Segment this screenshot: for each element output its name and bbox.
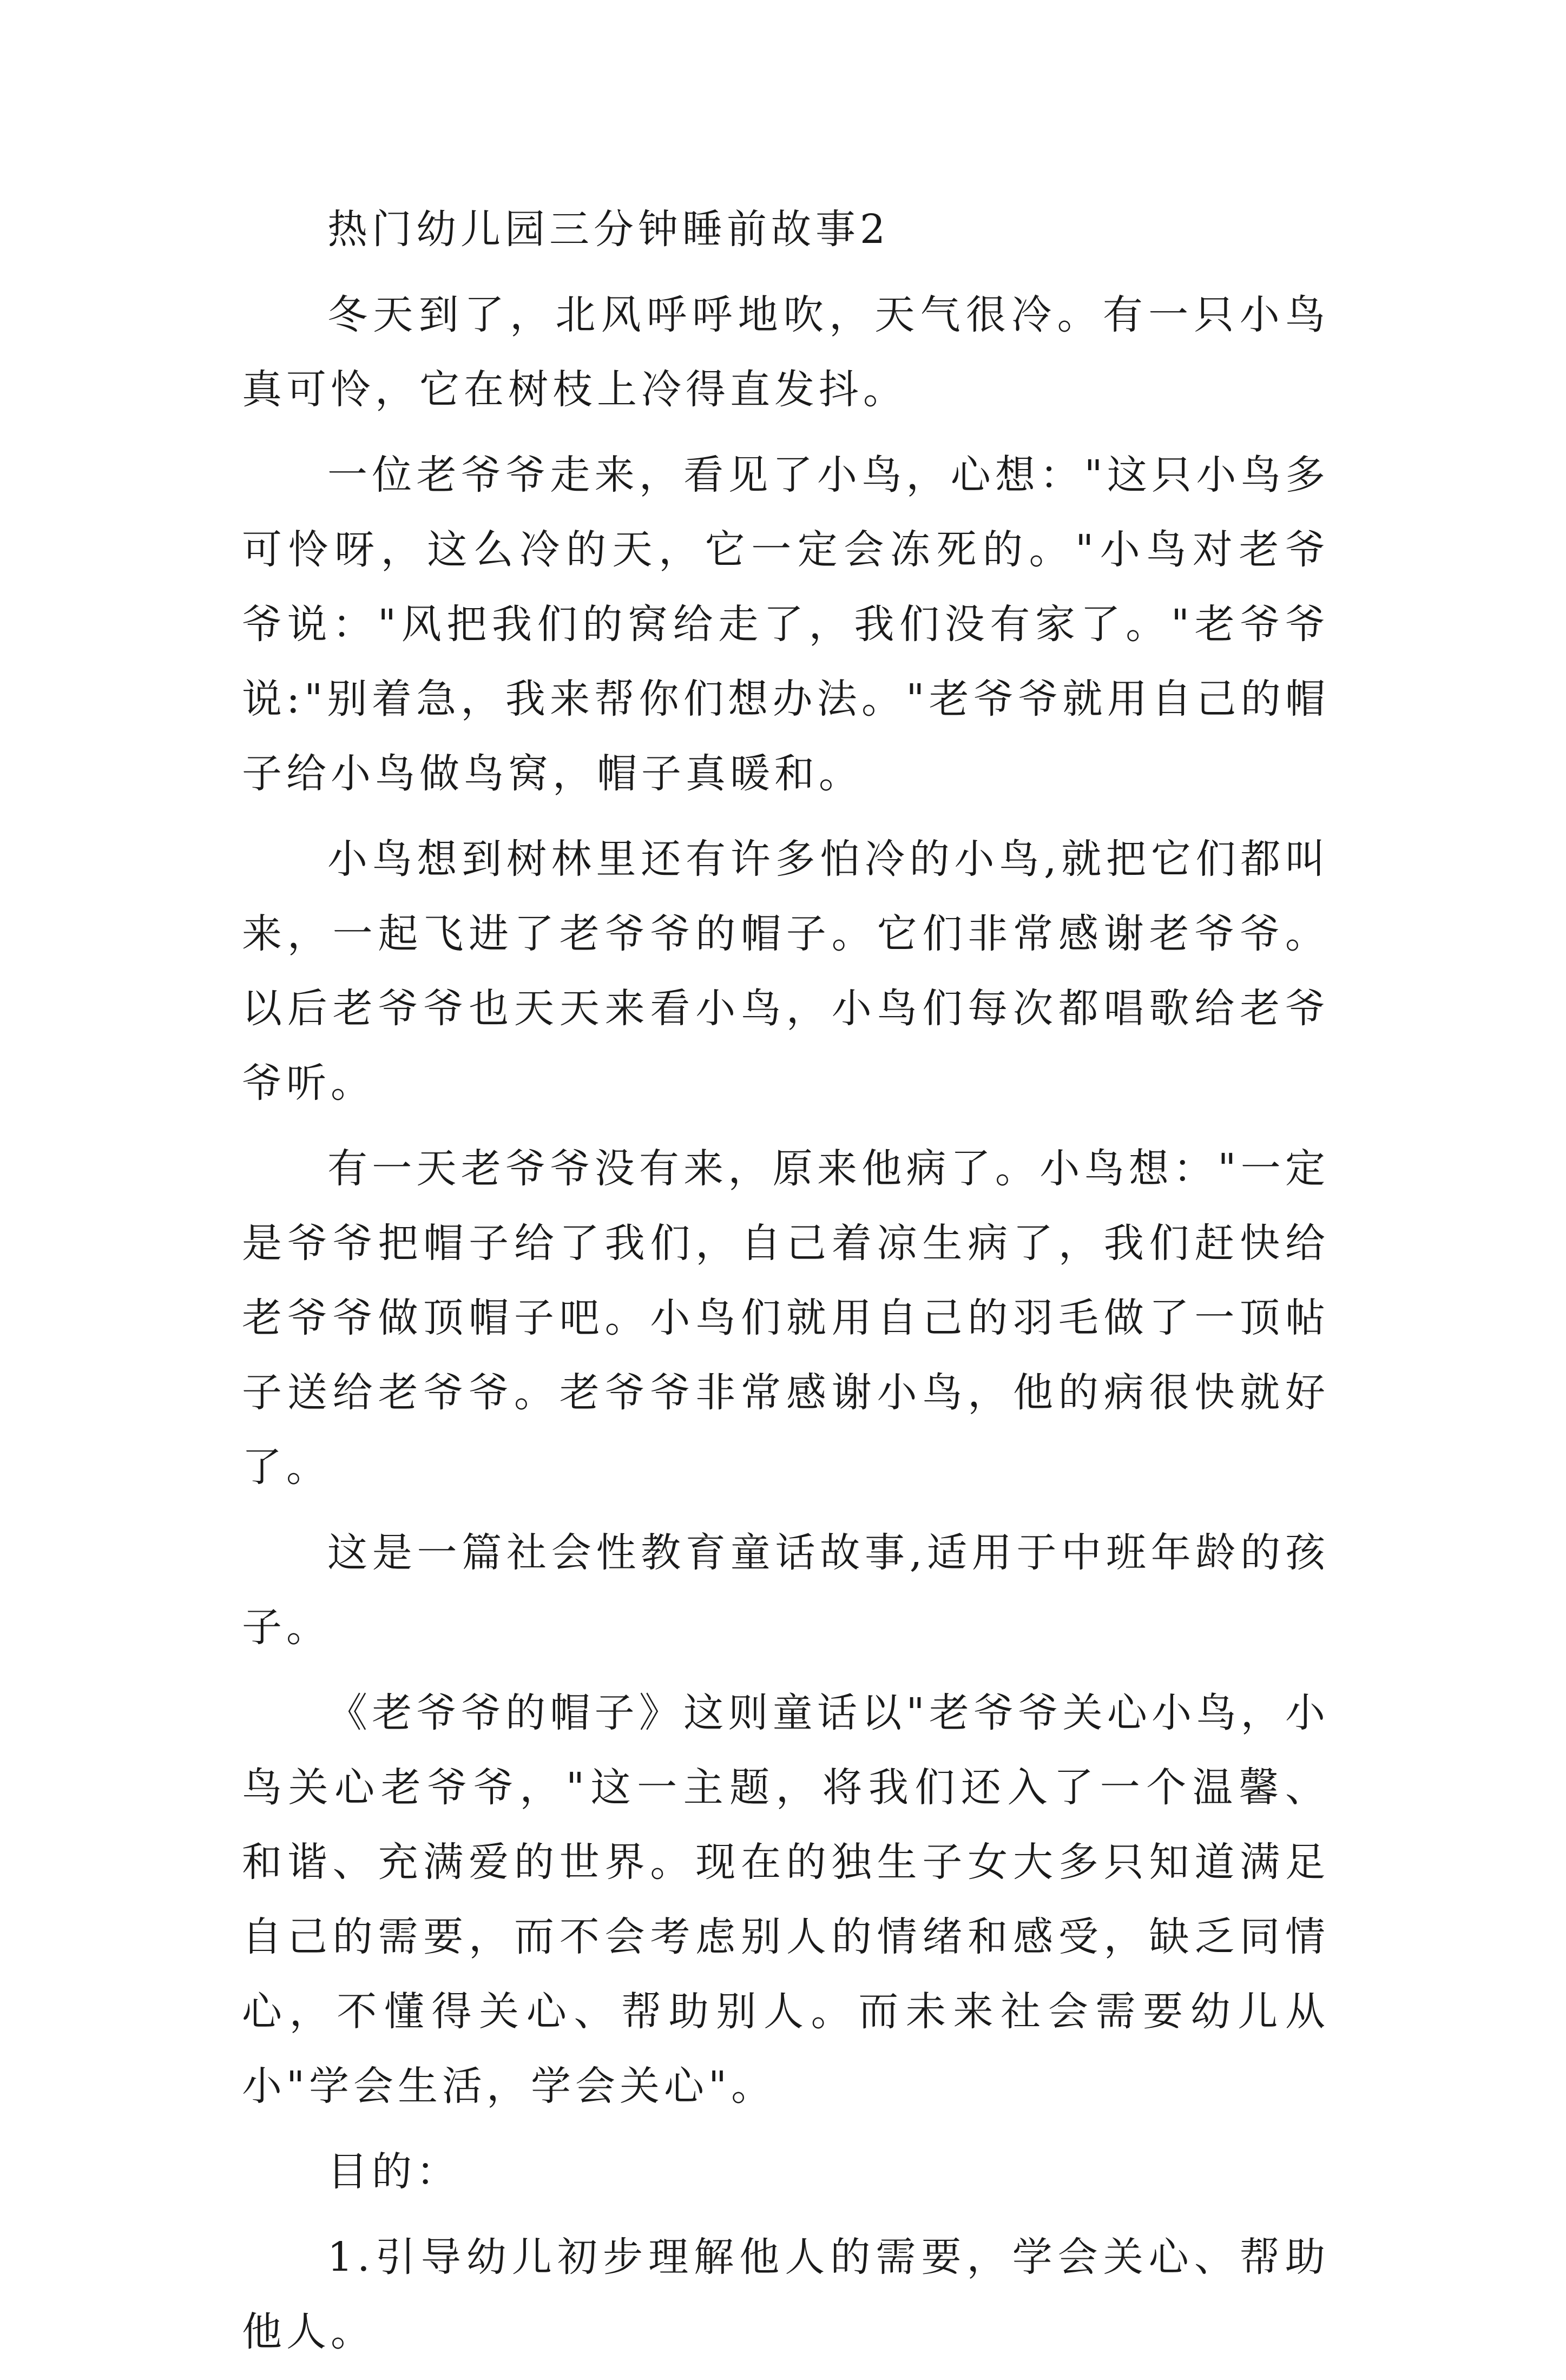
document-body bbox=[242, 192, 1330, 2380]
paragraph-5: 这是一篇社会性教育童话故事,适用于中班年龄的孩子。 bbox=[242, 1529, 1330, 1651]
paragraph-2: 一位老爷爷走来，看见了小鸟，心想："这只小鸟多可怜呀，这么冷的天，它一定会冻死的。"小鸟对老爷爷说："风把我们的窝给走了，我们没有家了。"老爷爷说:"别着急，我来帮你们想办法。"老爷爷就用自己的帽子给小鸟做鸟窝，帽子真暖和。 bbox=[242, 452, 1330, 797]
paragraph-6: 《老爷爷的帽子》这则童话以"老爷爷关心小鸟，小鸟关心老爷爷，"这一主题，将我们还入了一个温馨、和谐、充满爱的世界。现在的独生子女大多只知道满足自己的需要，而不会考虑别人的情绪和感受，缺乏同情心，不懂得关心、帮助别人。而未来社会需要幼儿从小"学会生活，学会关心"。 bbox=[242, 1690, 1330, 2109]
paragraph-3: 小鸟想到树林里还有许多怕冷的小鸟,就把它们都叫来，一起飞进了老爷爷的帽子。它们非常感谢老爷爷。以后老爷爷也天天来看小鸟，小鸟们每次都唱歌给老爷爷听。 bbox=[242, 836, 1330, 1106]
document-title: 热门幼儿园三分钟睡前故事2 bbox=[327, 206, 890, 253]
paragraph-1: 冬天到了，北风呼呼地吹，天气很冷。有一只小鸟真可怜，它在树枝上冷得直发抖。 bbox=[242, 292, 1330, 413]
goal-item-1: 1.引导幼儿初步理解他人的需要，学会关心、帮助他人。 bbox=[242, 2234, 1330, 2355]
section-heading-goals: 目的： bbox=[327, 2148, 460, 2195]
paragraph-4: 有一天老爷爷没有来，原来他病了。小鸟想："一定是爷爷把帽子给了我们，自己着凉生病了，我们赶快给老爷爷做顶帽子吧。小鸟们就用自己的羽毛做了一顶帖子送给老爷爷。老爷爷非常感谢小鸟，他的病很快就好了。 bbox=[242, 1145, 1330, 1491]
